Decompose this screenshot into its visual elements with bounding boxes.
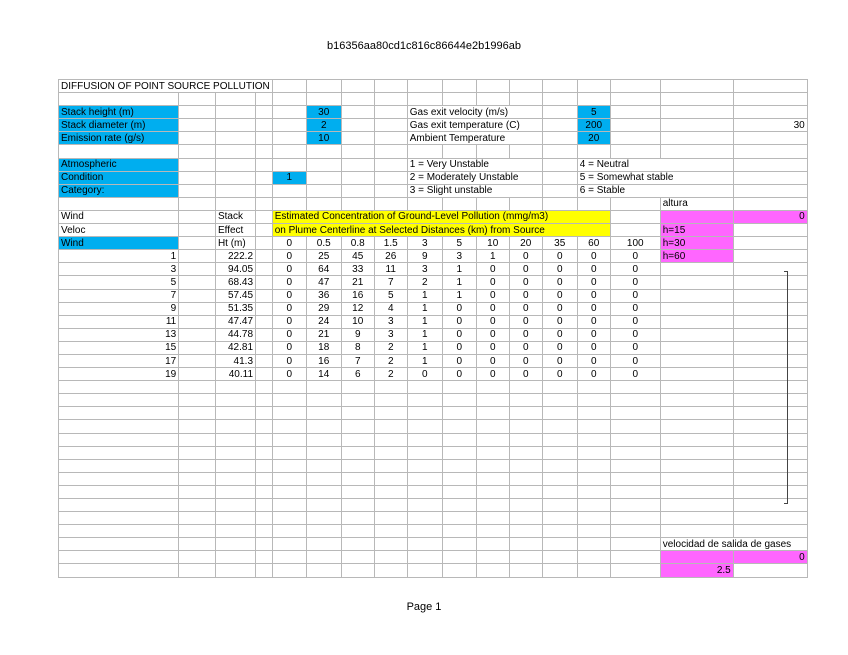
concentration-cell: 0	[442, 302, 476, 315]
stack-height-label: Stack height (m)	[59, 106, 179, 119]
gas-exit-temp-label: Gas exit temperature (C)	[407, 119, 542, 132]
concentration-cell: 1	[407, 315, 442, 328]
concentration-cell: 0	[577, 302, 610, 315]
concentration-cell: 47	[306, 276, 341, 289]
concentration-cell: 0	[442, 368, 476, 381]
concentration-cell: 1	[407, 354, 442, 367]
table-row	[59, 328, 808, 341]
empty-cell	[660, 263, 733, 276]
empty-cell	[660, 368, 733, 381]
concentration-cell: 12	[341, 302, 374, 315]
empty-cell	[733, 263, 807, 276]
concentration-cell: 8	[341, 341, 374, 354]
concentration-cell: 3	[374, 315, 407, 328]
atmospheric-category-input[interactable]: 1	[272, 171, 306, 184]
empty-cell	[733, 302, 807, 315]
table-row	[59, 341, 808, 354]
concentration-cell: 0	[272, 289, 306, 302]
gas-exit-velocity-label: Gas exit velocity (m/s)	[407, 106, 542, 119]
concentration-cell: 0	[272, 263, 306, 276]
distance-header: 0.8	[341, 237, 374, 250]
table-row	[59, 250, 808, 263]
wind-velocity-cell: 19	[59, 368, 179, 381]
wind-velocity-cell: 17	[59, 354, 179, 367]
concentration-banner-line-1: Estimated Concentration of Ground-Level Pollution (mmg/m3)	[272, 210, 610, 223]
concentration-cell: 0	[476, 263, 509, 276]
concentration-cell: 6	[341, 368, 374, 381]
wind-header-2: Veloc	[59, 224, 179, 237]
concentration-cell: 0	[577, 315, 610, 328]
concentration-cell: 0	[610, 289, 660, 302]
distance-header: 100	[610, 237, 660, 250]
concentration-cell: 25	[306, 250, 341, 263]
legend-somewhat-stable: 5 = Somewhat stable	[577, 171, 733, 184]
empty-cell	[179, 276, 216, 289]
wind-velocity-cell: 7	[59, 289, 179, 302]
empty-cell	[733, 315, 807, 328]
height-option-60: h=60	[660, 250, 733, 263]
effective-height-cell: 47.47	[215, 315, 255, 328]
concentration-cell: 0	[272, 341, 306, 354]
legend-stable: 6 = Stable	[577, 184, 733, 197]
concentration-cell: 0	[577, 289, 610, 302]
wind-velocity-cell: 3	[59, 263, 179, 276]
empty-cell	[179, 289, 216, 302]
wind-velocity-cell: 9	[59, 302, 179, 315]
effective-height-cell: 222.2	[215, 250, 255, 263]
effective-height-cell: 40.11	[215, 368, 255, 381]
empty-cell	[256, 250, 273, 263]
empty-cell	[256, 368, 273, 381]
concentration-cell: 0	[272, 302, 306, 315]
effective-height-cell: 41.3	[215, 354, 255, 367]
concentration-cell: 0	[509, 289, 542, 302]
concentration-cell: 1	[407, 302, 442, 315]
empty-cell	[660, 289, 733, 302]
effective-height-cell: 94.05	[215, 263, 255, 276]
concentration-cell: 0	[509, 341, 542, 354]
empty-cell	[179, 315, 216, 328]
wind-velocity-cell: 15	[59, 341, 179, 354]
empty-cell	[179, 341, 216, 354]
spreadsheet-grid	[58, 79, 808, 578]
velocity-input[interactable]: 0	[733, 551, 807, 564]
stack-height-input[interactable]: 30	[306, 106, 341, 119]
empty-cell	[660, 276, 733, 289]
distance-header: 1.5	[374, 237, 407, 250]
concentration-cell: 0	[476, 276, 509, 289]
concentration-cell: 0	[476, 328, 509, 341]
table-row	[59, 302, 808, 315]
gas-exit-temp-input[interactable]: 200	[577, 119, 610, 132]
table-row	[59, 263, 808, 276]
concentration-cell: 1	[442, 276, 476, 289]
concentration-cell: 0	[442, 341, 476, 354]
concentration-cell: 7	[341, 354, 374, 367]
stack-diameter-label: Stack diameter (m)	[59, 119, 179, 132]
height-option-15: h=15	[660, 224, 733, 237]
concentration-cell: 4	[374, 302, 407, 315]
distance-header: 20	[509, 237, 542, 250]
concentration-cell: 3	[374, 328, 407, 341]
concentration-cell: 1	[476, 250, 509, 263]
concentration-cell: 0	[509, 328, 542, 341]
empty-cell	[179, 354, 216, 367]
table-row	[59, 354, 808, 367]
concentration-cell: 0	[577, 250, 610, 263]
empty-cell	[256, 289, 273, 302]
empty-cell	[660, 328, 733, 341]
concentration-cell: 3	[442, 250, 476, 263]
concentration-cell: 26	[374, 250, 407, 263]
concentration-cell: 0	[577, 276, 610, 289]
concentration-cell: 0	[542, 328, 577, 341]
concentration-cell: 0	[542, 263, 577, 276]
concentration-cell: 0	[577, 263, 610, 276]
wind-velocity-cell: 5	[59, 276, 179, 289]
concentration-cell: 18	[306, 341, 341, 354]
concentration-cell: 0	[476, 289, 509, 302]
concentration-cell: 0	[542, 250, 577, 263]
concentration-cell: 0	[542, 276, 577, 289]
concentration-cell: 45	[341, 250, 374, 263]
empty-cell	[733, 341, 807, 354]
side-value-cell: 30	[733, 119, 807, 132]
distance-header: 0	[272, 237, 306, 250]
wind-header-1: Wind	[59, 210, 179, 223]
concentration-cell: 16	[306, 354, 341, 367]
empty-cell	[733, 276, 807, 289]
distance-header: 10	[476, 237, 509, 250]
concentration-cell: 2	[374, 354, 407, 367]
concentration-cell: 0	[577, 328, 610, 341]
distance-header: 5	[442, 237, 476, 250]
concentration-cell: 14	[306, 368, 341, 381]
stack-header-2: Effect	[215, 224, 255, 237]
concentration-cell: 0	[509, 315, 542, 328]
stack-header-3: Ht (m)	[215, 237, 255, 250]
condition-label: Condition	[59, 171, 179, 184]
concentration-cell: 0	[610, 263, 660, 276]
concentration-cell: 9	[407, 250, 442, 263]
ambient-temp-label: Ambient Temperature	[407, 132, 542, 145]
concentration-cell: 3	[407, 263, 442, 276]
empty-cell	[256, 341, 273, 354]
concentration-cell: 0	[476, 315, 509, 328]
wind-velocity-cell: 13	[59, 328, 179, 341]
sheet-title: DIFFUSION OF POINT SOURCE POLLUTION	[59, 80, 273, 93]
empty-cell	[256, 315, 273, 328]
wind-header-3: Wind	[59, 237, 179, 250]
concentration-cell: 0	[476, 354, 509, 367]
concentration-cell: 21	[341, 276, 374, 289]
ambient-temp-input[interactable]: 20	[577, 132, 610, 145]
concentration-cell: 21	[306, 328, 341, 341]
concentration-cell: 1	[407, 328, 442, 341]
concentration-cell: 0	[610, 302, 660, 315]
empty-cell	[733, 368, 807, 381]
concentration-cell: 29	[306, 302, 341, 315]
distance-header: 60	[577, 237, 610, 250]
empty-cell	[256, 354, 273, 367]
concentration-cell: 0	[509, 368, 542, 381]
effective-height-cell: 44.78	[215, 328, 255, 341]
altura-input[interactable]: 0	[733, 210, 807, 223]
empty-cell	[256, 302, 273, 315]
empty-cell	[660, 341, 733, 354]
table-row	[59, 368, 808, 381]
concentration-cell: 0	[476, 302, 509, 315]
concentration-cell: 64	[306, 263, 341, 276]
concentration-cell: 0	[577, 341, 610, 354]
concentration-cell: 0	[509, 276, 542, 289]
legend-slight-unstable: 3 = Slight unstable	[407, 184, 542, 197]
concentration-cell: 0	[610, 354, 660, 367]
concentration-cell: 0	[509, 263, 542, 276]
stack-header-1: Stack	[215, 210, 255, 223]
concentration-cell: 1	[407, 341, 442, 354]
concentration-cell: 0	[509, 250, 542, 263]
empty-cell	[733, 250, 807, 263]
concentration-cell: 0	[272, 276, 306, 289]
effective-height-cell: 57.45	[215, 289, 255, 302]
concentration-cell: 0	[542, 354, 577, 367]
concentration-cell: 0	[272, 328, 306, 341]
velocity-bottom-value: 2.5	[660, 564, 733, 577]
emission-rate-label: Emission rate (g/s)	[59, 132, 179, 145]
concentration-cell: 0	[442, 354, 476, 367]
distance-header: 35	[542, 237, 577, 250]
concentration-cell: 9	[341, 328, 374, 341]
atmospheric-label: Atmospheric	[59, 158, 179, 171]
concentration-data-rows	[59, 250, 808, 381]
empty-cell	[733, 328, 807, 341]
distance-header: 3	[407, 237, 442, 250]
concentration-cell: 2	[374, 368, 407, 381]
concentration-cell: 0	[509, 302, 542, 315]
concentration-cell: 1	[442, 289, 476, 302]
concentration-cell: 0	[272, 354, 306, 367]
concentration-cell: 0	[476, 368, 509, 381]
concentration-cell: 0	[272, 368, 306, 381]
concentration-cell: 0	[610, 368, 660, 381]
page-footer: Page 1	[406, 601, 442, 613]
effective-height-cell: 42.81	[215, 341, 255, 354]
emission-rate-input[interactable]: 10	[306, 132, 341, 145]
concentration-cell: 0	[542, 289, 577, 302]
table-row	[59, 315, 808, 328]
effective-height-cell: 68.43	[215, 276, 255, 289]
concentration-cell: 0	[542, 368, 577, 381]
empty-cell	[179, 368, 216, 381]
wind-velocity-cell: 1	[59, 250, 179, 263]
legend-very-unstable: 1 = Very Unstable	[407, 158, 542, 171]
empty-cell	[179, 302, 216, 315]
concentration-cell: 0	[577, 368, 610, 381]
empty-cell	[179, 263, 216, 276]
concentration-cell: 24	[306, 315, 341, 328]
concentration-cell: 33	[341, 263, 374, 276]
concentration-cell: 7	[374, 276, 407, 289]
height-option-30: h=30	[660, 237, 733, 250]
concentration-cell: 1	[442, 263, 476, 276]
concentration-cell: 11	[374, 263, 407, 276]
table-row	[59, 276, 808, 289]
concentration-cell: 2	[374, 341, 407, 354]
gas-exit-velocity-input[interactable]: 5	[577, 106, 610, 119]
concentration-cell: 0	[542, 302, 577, 315]
empty-cell	[256, 276, 273, 289]
table-row	[59, 289, 808, 302]
empty-cell	[179, 250, 216, 263]
concentration-cell: 10	[341, 315, 374, 328]
empty-cell	[256, 328, 273, 341]
concentration-cell: 0	[442, 315, 476, 328]
empty-cell	[660, 354, 733, 367]
empty-cell	[179, 328, 216, 341]
concentration-cell: 0	[542, 341, 577, 354]
concentration-cell: 2	[407, 276, 442, 289]
concentration-cell: 16	[341, 289, 374, 302]
concentration-cell: 0	[610, 250, 660, 263]
empty-cell	[660, 315, 733, 328]
concentration-cell: 36	[306, 289, 341, 302]
concentration-cell: 0	[542, 315, 577, 328]
concentration-cell: 0	[407, 368, 442, 381]
concentration-cell: 5	[374, 289, 407, 302]
concentration-cell: 0	[610, 341, 660, 354]
concentration-banner-line-2: on Plume Centerline at Selected Distances (km) from Source	[272, 224, 610, 237]
concentration-cell: 0	[272, 250, 306, 263]
concentration-cell: 0	[577, 354, 610, 367]
concentration-cell: 0	[442, 328, 476, 341]
distance-header: 0.5	[306, 237, 341, 250]
legend-moderately-unstable: 2 = Moderately Unstable	[407, 171, 542, 184]
effective-height-cell: 51.35	[215, 302, 255, 315]
legend-neutral: 4 = Neutral	[577, 158, 733, 171]
category-label: Category:	[59, 184, 179, 197]
velocity-label: velocidad de salida de gases	[660, 538, 807, 551]
concentration-cell: 0	[272, 315, 306, 328]
concentration-cell: 0	[610, 315, 660, 328]
concentration-cell: 0	[476, 341, 509, 354]
empty-cell	[733, 289, 807, 302]
wind-velocity-cell: 11	[59, 315, 179, 328]
concentration-cell: 0	[610, 328, 660, 341]
stack-diameter-input[interactable]: 2	[306, 119, 341, 132]
concentration-cell: 0	[610, 276, 660, 289]
empty-cell	[733, 354, 807, 367]
concentration-cell: 1	[407, 289, 442, 302]
range-bracket-mark	[784, 271, 788, 504]
altura-label: altura	[660, 197, 733, 210]
page-header-id: b16356aa80cd1c816c86644e2b1996ab	[327, 40, 521, 52]
concentration-cell: 0	[509, 354, 542, 367]
empty-cell	[660, 302, 733, 315]
empty-cell	[256, 263, 273, 276]
